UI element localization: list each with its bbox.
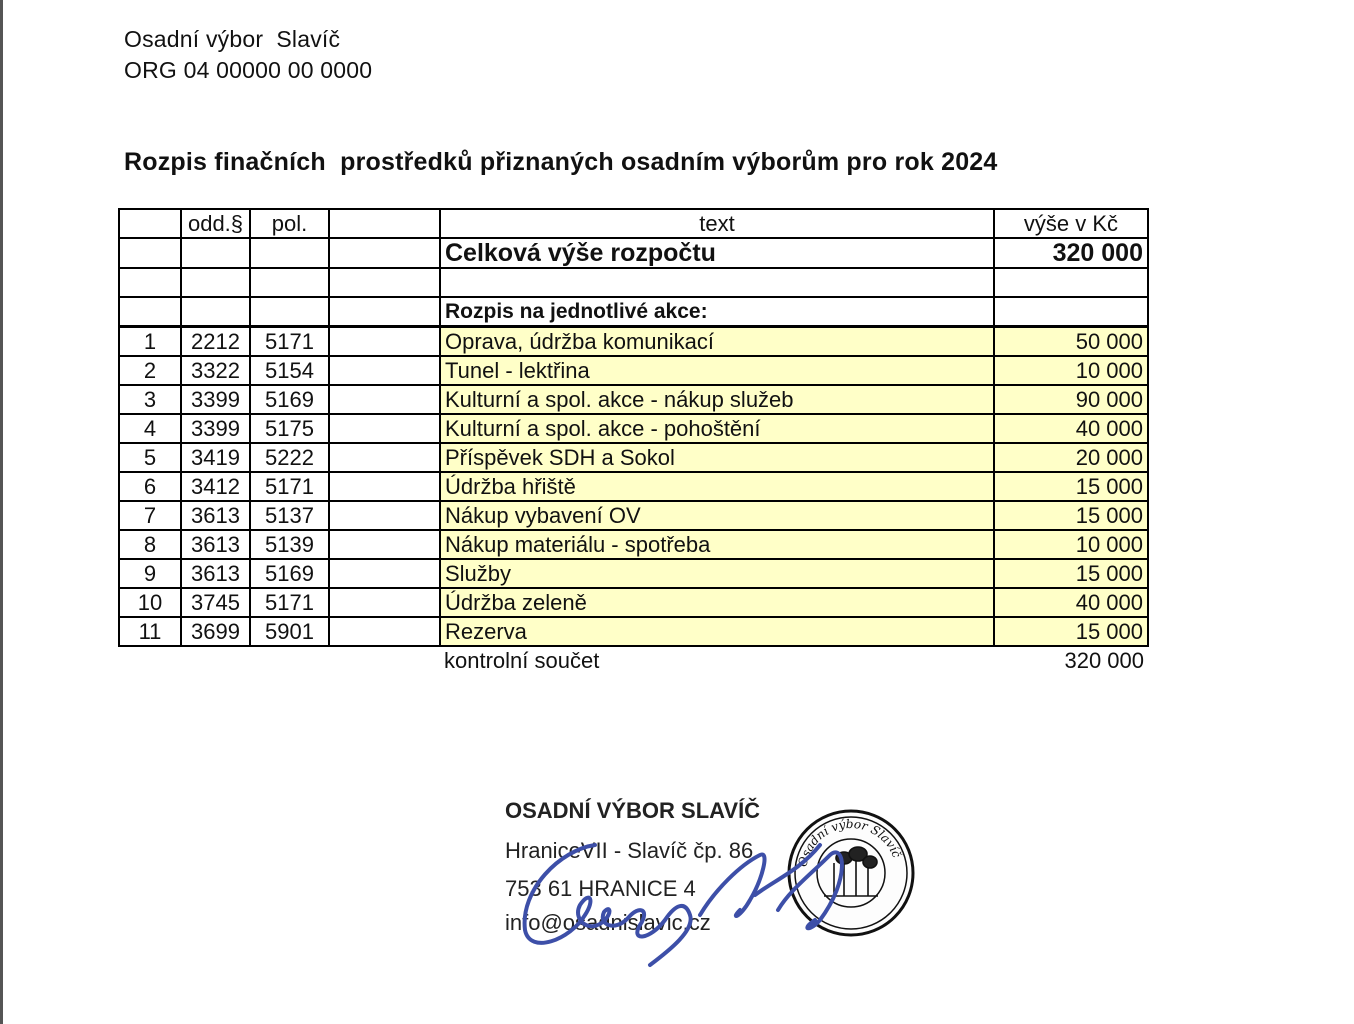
empty-cell xyxy=(329,268,440,297)
row-number: 10 xyxy=(119,588,181,617)
checksum-value: 320 000 xyxy=(1064,648,1144,673)
row-empty xyxy=(329,588,440,617)
document-title: Rozpis finačních prostředků přiznaných osadním výborům pro rok 2024 xyxy=(124,148,998,176)
row-number: 5 xyxy=(119,443,181,472)
row-number: 9 xyxy=(119,559,181,588)
col-header-odd: odd.§ xyxy=(181,209,250,238)
empty-cell xyxy=(119,268,181,297)
budget-table xyxy=(118,208,1149,674)
row-odd: 3322 xyxy=(181,356,250,385)
row-odd: 3419 xyxy=(181,443,250,472)
row-pol: 5171 xyxy=(250,588,329,617)
row-odd: 3399 xyxy=(181,414,250,443)
empty-cell xyxy=(181,268,250,297)
row-empty xyxy=(329,472,440,501)
row-text: Nákup materiálu - spotřeba xyxy=(440,530,994,559)
row-odd: 3399 xyxy=(181,385,250,414)
table-row xyxy=(119,385,1148,414)
empty-cell xyxy=(119,297,181,327)
breakdown-label: Rozpis na jednotlivé akce: xyxy=(440,297,994,327)
row-odd: 3613 xyxy=(181,530,250,559)
row-amount: 40 000 xyxy=(994,414,1148,443)
account-code-line: ORG 04 00000 00 0000 xyxy=(124,57,373,83)
col-header-pol: pol. xyxy=(250,209,329,238)
total-value: 320 000 xyxy=(994,238,1148,268)
col-header-empty xyxy=(329,209,440,238)
table-row xyxy=(119,617,1148,646)
col-header-text: text xyxy=(440,209,994,238)
row-amount: 20 000 xyxy=(994,443,1148,472)
checksum-label: kontrolní součet xyxy=(444,648,600,673)
total-label: Celková výše rozpočtu xyxy=(440,238,994,268)
row-pol: 5222 xyxy=(250,443,329,472)
empty-cell xyxy=(119,238,181,268)
row-empty xyxy=(329,443,440,472)
row-amount: 10 000 xyxy=(994,530,1148,559)
row-empty xyxy=(329,530,440,559)
row-odd: 3699 xyxy=(181,617,250,646)
stamp-text: Osadní výbor Slavíč xyxy=(795,816,904,869)
blank-row xyxy=(119,268,1148,297)
address-line-1: HraniceVII - Slavíč čp. 86 xyxy=(505,838,754,863)
total-row xyxy=(119,238,1148,268)
row-text: Kulturní a spol. akce - nákup služeb xyxy=(440,385,994,414)
row-pol: 5175 xyxy=(250,414,329,443)
empty-cell xyxy=(994,268,1148,297)
row-amount: 90 000 xyxy=(994,385,1148,414)
row-pol: 5139 xyxy=(250,530,329,559)
table-row xyxy=(119,414,1148,443)
row-amount: 40 000 xyxy=(994,588,1148,617)
row-pol: 5169 xyxy=(250,385,329,414)
empty-cell xyxy=(119,646,181,674)
page-left-edge xyxy=(0,0,3,1024)
org-header-line: Osadní výbor Slavíč xyxy=(124,26,341,52)
empty-cell xyxy=(250,297,329,327)
row-number: 8 xyxy=(119,530,181,559)
email-address: info@osadnislavic.cz xyxy=(505,910,711,935)
row-number: 1 xyxy=(119,327,181,357)
row-amount: 15 000 xyxy=(994,617,1148,646)
row-text: Údržba zeleně xyxy=(440,588,994,617)
row-number: 7 xyxy=(119,501,181,530)
row-amount: 15 000 xyxy=(994,501,1148,530)
header-row xyxy=(119,209,1148,238)
empty-cell xyxy=(250,268,329,297)
empty-cell xyxy=(329,297,440,327)
row-text: Údržba hřiště xyxy=(440,472,994,501)
row-amount: 50 000 xyxy=(994,327,1148,357)
table-row xyxy=(119,443,1148,472)
table-row xyxy=(119,501,1148,530)
row-text: Služby xyxy=(440,559,994,588)
row-text: Kulturní a spol. akce - pohoštění xyxy=(440,414,994,443)
empty-cell xyxy=(181,238,250,268)
row-empty xyxy=(329,501,440,530)
row-number: 4 xyxy=(119,414,181,443)
table-row xyxy=(119,588,1148,617)
row-empty xyxy=(329,414,440,443)
row-odd: 3613 xyxy=(181,501,250,530)
row-text: Příspěvek SDH a Sokol xyxy=(440,443,994,472)
col-header-number xyxy=(119,209,181,238)
empty-cell xyxy=(994,297,1148,327)
row-text: Rezerva xyxy=(440,617,994,646)
row-pol: 5171 xyxy=(250,472,329,501)
row-text: Tunel - lektřina xyxy=(440,356,994,385)
row-pol: 5169 xyxy=(250,559,329,588)
row-empty xyxy=(329,327,440,357)
table-row xyxy=(119,530,1148,559)
row-number: 3 xyxy=(119,385,181,414)
checksum-row xyxy=(119,646,1148,674)
breakdown-heading-row xyxy=(119,297,1148,327)
empty-cell xyxy=(181,646,250,674)
empty-cell xyxy=(329,238,440,268)
row-amount: 15 000 xyxy=(994,559,1148,588)
col-header-amount: výše v Kč xyxy=(994,209,1148,238)
row-number: 6 xyxy=(119,472,181,501)
table-row xyxy=(119,472,1148,501)
row-odd: 3613 xyxy=(181,559,250,588)
row-pol: 5901 xyxy=(250,617,329,646)
empty-cell xyxy=(329,646,440,674)
empty-cell xyxy=(250,646,329,674)
row-empty xyxy=(329,385,440,414)
row-text: Nákup vybavení OV xyxy=(440,501,994,530)
row-text: Oprava, údržba komunikací xyxy=(440,327,994,357)
address-line-2: 753 61 HRANICE 4 xyxy=(505,876,696,901)
row-number: 11 xyxy=(119,617,181,646)
signature-org-name: OSADNÍ VÝBOR SLAVÍČ xyxy=(505,798,761,823)
empty-cell xyxy=(181,297,250,327)
table-row xyxy=(119,559,1148,588)
table-row xyxy=(119,356,1148,385)
row-number: 2 xyxy=(119,356,181,385)
handwritten-signature-icon xyxy=(500,820,860,970)
table-row xyxy=(119,327,1148,357)
row-pol: 5171 xyxy=(250,327,329,357)
row-odd: 3745 xyxy=(181,588,250,617)
row-pol: 5137 xyxy=(250,501,329,530)
empty-cell xyxy=(250,238,329,268)
row-odd: 2212 xyxy=(181,327,250,357)
row-amount: 15 000 xyxy=(994,472,1148,501)
empty-cell xyxy=(440,268,994,297)
row-empty xyxy=(329,356,440,385)
row-odd: 3412 xyxy=(181,472,250,501)
row-amount: 10 000 xyxy=(994,356,1148,385)
row-empty xyxy=(329,559,440,588)
row-empty xyxy=(329,617,440,646)
row-pol: 5154 xyxy=(250,356,329,385)
